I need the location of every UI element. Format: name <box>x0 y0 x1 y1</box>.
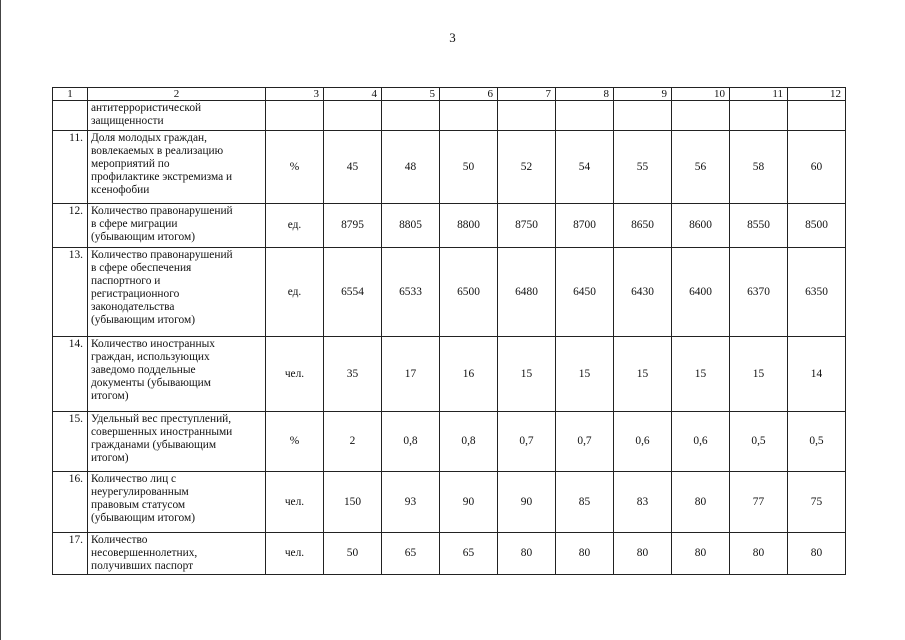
value-cell: 0,7 <box>556 412 614 472</box>
value-cell: 80 <box>672 533 730 575</box>
value-cell: 6500 <box>440 248 498 337</box>
table-row <box>53 337 846 412</box>
value-cell: 150 <box>324 472 382 533</box>
table-row <box>53 101 846 131</box>
value-cell: 6370 <box>730 248 788 337</box>
value-cell: 85 <box>556 472 614 533</box>
value-cell <box>440 101 498 131</box>
header-cell: 7 <box>498 88 556 101</box>
value-cell: 80 <box>730 533 788 575</box>
value-cell: 15 <box>730 337 788 412</box>
value-cell <box>556 101 614 131</box>
value-cell: 58 <box>730 131 788 204</box>
indicator-name: Количество несовершеннолетних, получивших паспорт <box>88 533 266 575</box>
value-cell <box>324 101 382 131</box>
value-cell: 8500 <box>788 204 846 248</box>
value-cell: 80 <box>556 533 614 575</box>
row-number: 16. <box>53 472 88 533</box>
indicators-table <box>52 87 846 575</box>
value-cell: 0,6 <box>614 412 672 472</box>
header-cell: 12 <box>788 88 846 101</box>
value-cell: 50 <box>324 533 382 575</box>
value-cell <box>382 101 440 131</box>
value-cell: 6533 <box>382 248 440 337</box>
row-number: 17. <box>53 533 88 575</box>
value-cell: 90 <box>440 472 498 533</box>
value-cell <box>672 101 730 131</box>
value-cell: 6430 <box>614 248 672 337</box>
header-cell: 8 <box>556 88 614 101</box>
value-cell: 55 <box>614 131 672 204</box>
indicator-name: Количество иностранных граждан, использующих заведомо поддельные документы (убывающим итогом) <box>88 337 266 412</box>
value-cell: 56 <box>672 131 730 204</box>
value-cell: 8600 <box>672 204 730 248</box>
row-number: 15. <box>53 412 88 472</box>
header-cell: 5 <box>382 88 440 101</box>
indicator-name: Количество лиц с неурегулированным правовым статусом (убывающим итогом) <box>88 472 266 533</box>
value-cell: 52 <box>498 131 556 204</box>
unit-cell: ед. <box>266 204 324 248</box>
value-cell: 0,5 <box>730 412 788 472</box>
value-cell: 54 <box>556 131 614 204</box>
unit-cell: чел. <box>266 337 324 412</box>
value-cell: 45 <box>324 131 382 204</box>
value-cell: 15 <box>556 337 614 412</box>
table-row <box>53 204 846 248</box>
value-cell: 6480 <box>498 248 556 337</box>
value-cell: 48 <box>382 131 440 204</box>
header-cell: 4 <box>324 88 382 101</box>
unit-cell: чел. <box>266 533 324 575</box>
header-cell: 2 <box>88 88 266 101</box>
row-number <box>53 101 88 131</box>
page-left-border <box>0 0 1 640</box>
value-cell: 0,5 <box>788 412 846 472</box>
value-cell: 80 <box>498 533 556 575</box>
table-row <box>53 131 846 204</box>
value-cell <box>788 101 846 131</box>
table-row <box>53 412 846 472</box>
value-cell: 6450 <box>556 248 614 337</box>
value-cell: 2 <box>324 412 382 472</box>
header-cell: 9 <box>614 88 672 101</box>
value-cell: 80 <box>788 533 846 575</box>
row-number: 12. <box>53 204 88 248</box>
header-cell: 11 <box>730 88 788 101</box>
table-row <box>53 533 846 575</box>
value-cell: 6554 <box>324 248 382 337</box>
value-cell: 75 <box>788 472 846 533</box>
value-cell: 80 <box>672 472 730 533</box>
value-cell: 90 <box>498 472 556 533</box>
indicator-name: Количество правонарушений в сфере миграции (убывающим итогом) <box>88 204 266 248</box>
header-cell: 1 <box>53 88 88 101</box>
value-cell: 6400 <box>672 248 730 337</box>
header-cell: 6 <box>440 88 498 101</box>
value-cell: 50 <box>440 131 498 204</box>
page-number: 3 <box>449 30 456 45</box>
value-cell: 17 <box>382 337 440 412</box>
table-body <box>53 88 846 575</box>
unit-cell: % <box>266 131 324 204</box>
value-cell: 14 <box>788 337 846 412</box>
value-cell: 8800 <box>440 204 498 248</box>
value-cell: 93 <box>382 472 440 533</box>
unit-cell: % <box>266 412 324 472</box>
row-number: 13. <box>53 248 88 337</box>
value-cell: 15 <box>672 337 730 412</box>
value-cell: 8805 <box>382 204 440 248</box>
unit-cell <box>266 101 324 131</box>
value-cell <box>614 101 672 131</box>
value-cell: 0,7 <box>498 412 556 472</box>
value-cell: 77 <box>730 472 788 533</box>
value-cell: 8750 <box>498 204 556 248</box>
value-cell: 80 <box>614 533 672 575</box>
value-cell: 35 <box>324 337 382 412</box>
unit-cell: чел. <box>266 472 324 533</box>
value-cell: 16 <box>440 337 498 412</box>
indicator-name: Доля молодых граждан, вовлекаемых в реализацию мероприятий по профилактике экстремизма и ксенофобии <box>88 131 266 204</box>
header-cell: 10 <box>672 88 730 101</box>
value-cell: 15 <box>614 337 672 412</box>
row-number: 14. <box>53 337 88 412</box>
value-cell: 65 <box>440 533 498 575</box>
value-cell: 8700 <box>556 204 614 248</box>
table-row <box>53 248 846 337</box>
indicator-name: Удельный вес преступлений, совершенных иностранными гражданами (убывающим итогом) <box>88 412 266 472</box>
value-cell: 8550 <box>730 204 788 248</box>
table-row <box>53 472 846 533</box>
header-cell: 3 <box>266 88 324 101</box>
row-number: 11. <box>53 131 88 204</box>
value-cell: 0,8 <box>440 412 498 472</box>
value-cell: 83 <box>614 472 672 533</box>
unit-cell: ед. <box>266 248 324 337</box>
indicator-name: Количество правонарушений в сфере обеспечения паспортного и регистрационного законодательства (убывающим итогом) <box>88 248 266 337</box>
value-cell: 15 <box>498 337 556 412</box>
value-cell <box>730 101 788 131</box>
value-cell: 8650 <box>614 204 672 248</box>
value-cell: 65 <box>382 533 440 575</box>
indicator-name: антитеррористической защищенности <box>88 101 266 131</box>
value-cell: 0,8 <box>382 412 440 472</box>
value-cell: 0,6 <box>672 412 730 472</box>
value-cell: 8795 <box>324 204 382 248</box>
value-cell: 6350 <box>788 248 846 337</box>
value-cell <box>498 101 556 131</box>
value-cell: 60 <box>788 131 846 204</box>
header-row <box>53 88 846 101</box>
